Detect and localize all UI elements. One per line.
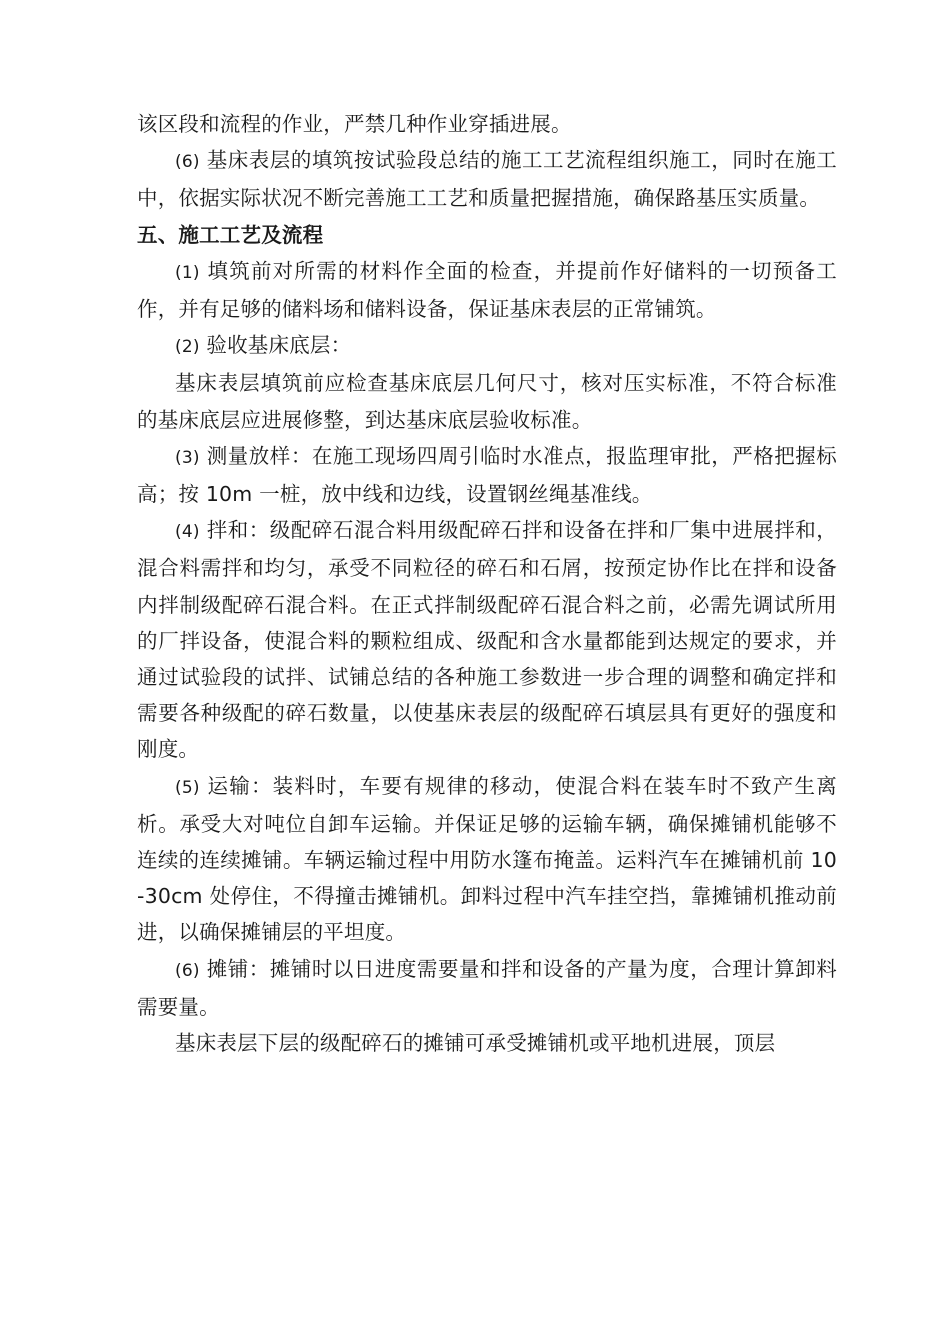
document-body [137,106,837,1061]
item-marker: (3) [175,447,200,468]
paragraph-text: 该区段和流程的作业，严禁几种作业穿插进展。 [137,112,572,136]
item-marker: (6) [175,152,200,173]
item-marker: (5) [175,777,200,798]
paragraph-item-3-survey [137,438,837,512]
section-heading [137,217,837,253]
paragraph-item-6-base-surface [137,142,837,216]
paragraph-text: 基床表层的填筑按试验段总结的施工工艺流程组织施工，同时在施工中，依据实际状况不断完善施工工艺和质量把握措施，确保路基压实质量。 [137,148,838,211]
paragraph-text: 测量放样：在施工现场四周引临时水准点，报监理审批，严格把握标高；按 10m 一桩，放中线和边线，设置钢丝绳基准线。 [137,443,838,507]
section-heading-text: 五、施工工艺及流程 [137,222,324,247]
paragraph-continuation [137,106,837,142]
paragraph-text: 验收基床底层： [206,333,352,358]
paragraph-text: 拌和：级配碎石混合料用级配碎石拌和设备在拌和厂集中进展拌和，混合料需拌和均匀，承受不同粒径的碎石和石屑，按预定协作比在拌和设备内拌制级配碎石混合料。在正式拌制级配碎石混合料之前，必需先调试所用的厂拌设备，使混合料的颗粒组成、级配和含水量都能到达规定的要求，并通过试验段的试拌、试铺总结的各种施工参数进一步合理的调整和确定拌和需要各种级配的碎石数量，以使基床表层的级配碎石填层具有更好的强度和刚度。 [137,518,838,762]
item-marker: (4) [175,522,200,543]
paragraph-text: 摊铺：摊铺时以日进度需要量和拌和设备的产量为度，合理计算卸料需要量。 [137,956,838,1019]
item-marker: (6) [175,960,200,981]
paragraph-item-4-mixing [137,512,837,767]
item-marker: (2) [175,337,200,358]
paragraph-acceptance-detail [137,365,837,437]
paragraph-item-1-material-check [137,253,837,327]
paragraph-text: 运输：装料时，车要有规律的移动，使混合料在装车时不致产生离析。承受大对吨位自卸车运输。并保证足够的运输车辆，确保摊铺机能够不连续的连续摊铺。车辆运输过程中用防水篷布掩盖。运料汽车在摊铺机前 10-30cm 处停住，不得撞击摊铺机。卸料过程中汽车挂空挡，靠摊铺机推动前进，以确保摊铺层的平坦度。 [137,773,837,945]
paragraph-text: 填筑前对所需的材料作全面的检查，并提前作好储料的一切预备工作，并有足够的储料场和储料设备，保证基床表层的正常铺筑。 [137,258,837,322]
paragraph-text: 基床表层填筑前应检查基床底层几何尺寸，核对压实标准，不符合标准的基床底层应进展修整，到达基床底层验收标准。 [137,371,837,432]
paragraph-item-6-paving [137,951,837,1025]
paragraph-text: 基床表层下层的级配碎石的摊铺可承受摊铺机或平地机进展，顶层 [175,1031,776,1056]
paragraph-paving-detail [137,1025,837,1061]
paragraph-item-5-transport [137,768,837,951]
paragraph-item-2-acceptance [137,327,837,365]
item-marker: (1) [175,262,200,283]
